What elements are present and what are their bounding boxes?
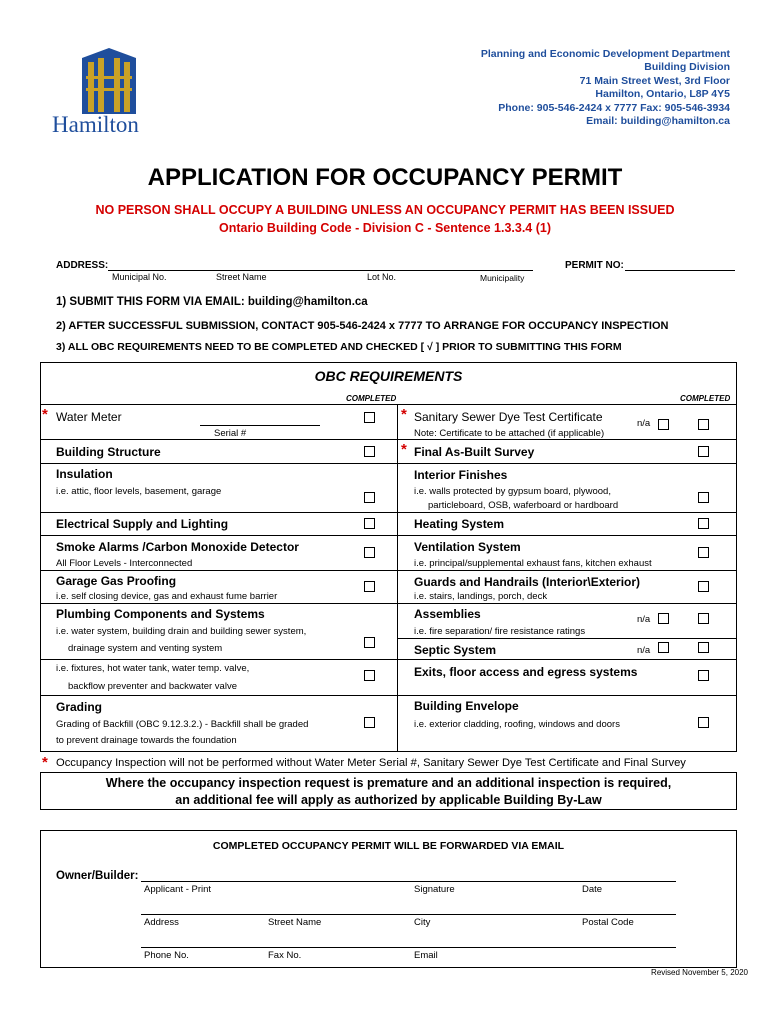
form-title: APPLICATION FOR OCCUPANCY PERMIT	[147, 164, 623, 191]
interior-finishes-label: Interior Finishes	[414, 468, 508, 482]
date-label: Date	[582, 884, 603, 895]
postal-code-label: Postal Code	[582, 917, 634, 928]
address-label: ADDRESS:	[56, 260, 109, 271]
septic-label: Septic System	[414, 643, 497, 657]
building-structure-label: Building Structure	[56, 445, 161, 459]
obc-title: OBC REQUIREMENTS	[314, 368, 463, 384]
applicant-label: Applicant - Print	[144, 884, 212, 895]
plumbing-sub-4: backflow preventer and backwater valve	[68, 681, 237, 692]
septic-na-checkbox[interactable]	[658, 642, 669, 653]
garage-gas-sub: i.e. self closing device, gas and exhaust fume barrier	[56, 591, 278, 602]
permit-no-label: PERMIT NO:	[565, 260, 624, 271]
exits-checkbox[interactable]	[698, 670, 709, 681]
sanitary-sewer-label: Sanitary Sewer Dye Test Certificate	[414, 410, 603, 424]
septic-na-label: n/a	[637, 645, 651, 656]
fax-no-label: Fax No.	[268, 950, 302, 961]
plumbing-label: Plumbing Components and Systems	[56, 607, 265, 621]
sanitary-na-checkbox[interactable]	[658, 419, 669, 430]
phone-fax: Phone: 905-546-2424 x 7777 Fax: 905-546-3934	[498, 101, 730, 114]
building-envelope-label: Building Envelope	[414, 699, 519, 713]
assemblies-label: Assemblies	[414, 607, 481, 621]
logo-wordmark: Hamilton	[52, 112, 139, 137]
owner-builder-label: Owner/Builder:	[56, 870, 139, 882]
contact-field[interactable]	[141, 947, 676, 948]
address-applicant-field[interactable]	[141, 914, 676, 915]
hamilton-logo	[52, 48, 167, 140]
plumbing-sub-2: drainage system and venting system	[68, 643, 223, 654]
smoke-alarms-label: Smoke Alarms /Carbon Monoxide Detector	[56, 540, 299, 554]
plumbing-checkbox-1[interactable]	[364, 637, 375, 648]
plumbing-checkbox-2[interactable]	[364, 670, 375, 681]
phone-no-label: Phone No.	[144, 950, 189, 961]
sanitary-sewer-note: Note: Certificate to be attached (if applicable)	[414, 428, 605, 439]
permit-no-field[interactable]	[625, 270, 735, 271]
grading-sub-1: Grading of Backfill (OBC 9.12.3.2.) - Backfill shall be graded	[56, 719, 309, 730]
city-address: Hamilton, Ontario, L8P 4Y5	[595, 88, 730, 101]
assemblies-na-checkbox[interactable]	[658, 613, 669, 624]
municipal-no-label: Municipal No.	[112, 272, 167, 282]
ventilation-sub: i.e. principal/supplemental exhaust fans, kitchen exhaust	[414, 558, 652, 569]
assemblies-sub: i.e. fire separation/ fire resistance ratings	[414, 626, 586, 637]
instruction-2: 2) AFTER SUCCESSFUL SUBMISSION, CONTACT 905-546-2424 x 7777 TO ARRANGE FOR OCCUPANCY INSPECTION	[56, 320, 669, 332]
final-survey-label: Final As-Built Survey	[414, 445, 535, 459]
ventilation-label: Ventilation System	[414, 540, 521, 554]
city-label: City	[414, 917, 431, 928]
address-applicant-label: Address	[144, 917, 179, 928]
septic-checkbox[interactable]	[698, 642, 709, 653]
fee-line-1: Where the occupancy inspection request is premature and an additional inspection is required,	[105, 776, 672, 790]
email-address: Email: building@hamilton.ca	[586, 115, 730, 128]
exits-label: Exits, floor access and egress systems	[414, 665, 638, 679]
plumbing-sub-3: i.e. fixtures, hot water tank, water temp. valve,	[56, 663, 250, 674]
department-address	[481, 48, 730, 128]
instruction-3: 3) ALL OBC REQUIREMENTS NEED TO BE COMPLETED AND CHECKED [ √ ] PRIOR TO SUBMITTING THIS FORM	[56, 341, 622, 353]
serial-label: Serial #	[214, 428, 247, 439]
smoke-alarms-checkbox[interactable]	[364, 547, 375, 558]
electrical-label: Electrical Supply and Lighting	[56, 517, 229, 531]
grading-label: Grading	[56, 700, 103, 714]
water-meter-label: Water Meter	[56, 410, 122, 424]
smoke-alarms-sub: All Floor Levels - Interconnected	[56, 558, 193, 569]
electrical-checkbox[interactable]	[364, 518, 375, 529]
serial-field[interactable]	[200, 425, 320, 426]
dept-name: Planning and Economic Development Department	[480, 48, 730, 60]
building-envelope-checkbox[interactable]	[698, 717, 709, 728]
grading-sub-2: to prevent drainage towards the foundation	[56, 735, 237, 746]
building-structure-checkbox[interactable]	[364, 446, 375, 457]
obc-requirements-box	[40, 362, 737, 752]
sanitary-checkbox[interactable]	[698, 419, 709, 430]
forward-email-title: COMPLETED OCCUPANCY PERMIT WILL BE FORWARDED VIA EMAIL	[212, 840, 565, 852]
building-envelope-sub: i.e. exterior cladding, roofing, windows and doors	[414, 719, 620, 730]
lot-no-label: Lot No.	[367, 272, 397, 282]
address-field[interactable]	[108, 270, 533, 271]
division-name: Building Division	[644, 61, 730, 74]
fee-line-2: an additional fee will apply as authorized by applicable Building By-Law	[175, 793, 602, 807]
interior-checkbox[interactable]	[698, 492, 709, 503]
guards-label: Guards and Handrails (Interior\Exterior)	[414, 575, 641, 589]
completed-left-header: COMPLETED	[346, 394, 397, 403]
hamilton-emblem-icon	[52, 48, 167, 118]
garage-gas-label: Garage Gas Proofing	[56, 574, 177, 588]
ventilation-checkbox[interactable]	[698, 547, 709, 558]
code-reference: Ontario Building Code - Division C - Sentence 1.3.3.4 (1)	[219, 221, 551, 235]
completed-right-header: COMPLETED	[680, 394, 731, 403]
heating-checkbox[interactable]	[698, 518, 709, 529]
plumbing-sub-1: i.e. water system, building drain and building sewer system,	[56, 626, 307, 637]
insulation-sub: i.e. attic, floor levels, basement, garage	[56, 486, 222, 497]
assemblies-checkbox[interactable]	[698, 613, 709, 624]
final-survey-checkbox[interactable]	[698, 446, 709, 457]
guards-sub: i.e. stairs, landings, porch, deck	[414, 591, 548, 602]
email-label: Email	[414, 950, 438, 961]
street-applicant-label: Street Name	[268, 917, 322, 928]
garage-gas-checkbox[interactable]	[364, 581, 375, 592]
instruction-1: 1) SUBMIT THIS FORM VIA EMAIL: building@hamilton.ca	[56, 296, 368, 308]
insulation-checkbox[interactable]	[364, 492, 375, 503]
heating-label: Heating System	[414, 517, 505, 531]
inspection-note: Occupancy Inspection will not be performed without Water Meter Serial #, Sanitary Sewer Dye Test Certificate and Final Survey	[56, 757, 686, 769]
street-name-label: Street Name	[216, 272, 267, 282]
signature-label: Signature	[414, 884, 455, 895]
grading-checkbox[interactable]	[364, 717, 375, 728]
sanitary-na-label: n/a	[637, 418, 651, 429]
interior-sub-2: particleboard, OSB, waferboard or hardboard	[428, 500, 619, 511]
applicant-field[interactable]	[141, 881, 676, 882]
street-address: 71 Main Street West, 3rd Floor	[579, 74, 730, 87]
guards-checkbox[interactable]	[698, 581, 709, 592]
assemblies-na-label: n/a	[637, 614, 651, 625]
water-meter-checkbox[interactable]	[364, 412, 375, 423]
insulation-label: Insulation	[56, 467, 113, 481]
interior-sub-1: i.e. walls protected by gypsum board, plywood,	[414, 486, 611, 497]
revised-date: Revised November 5, 2020	[651, 968, 748, 977]
warning-text: NO PERSON SHALL OCCUPY A BUILDING UNLESS AN OCCUPANCY PERMIT HAS BEEN ISSUED	[95, 203, 675, 217]
municipality-label: Municipality	[480, 273, 525, 283]
